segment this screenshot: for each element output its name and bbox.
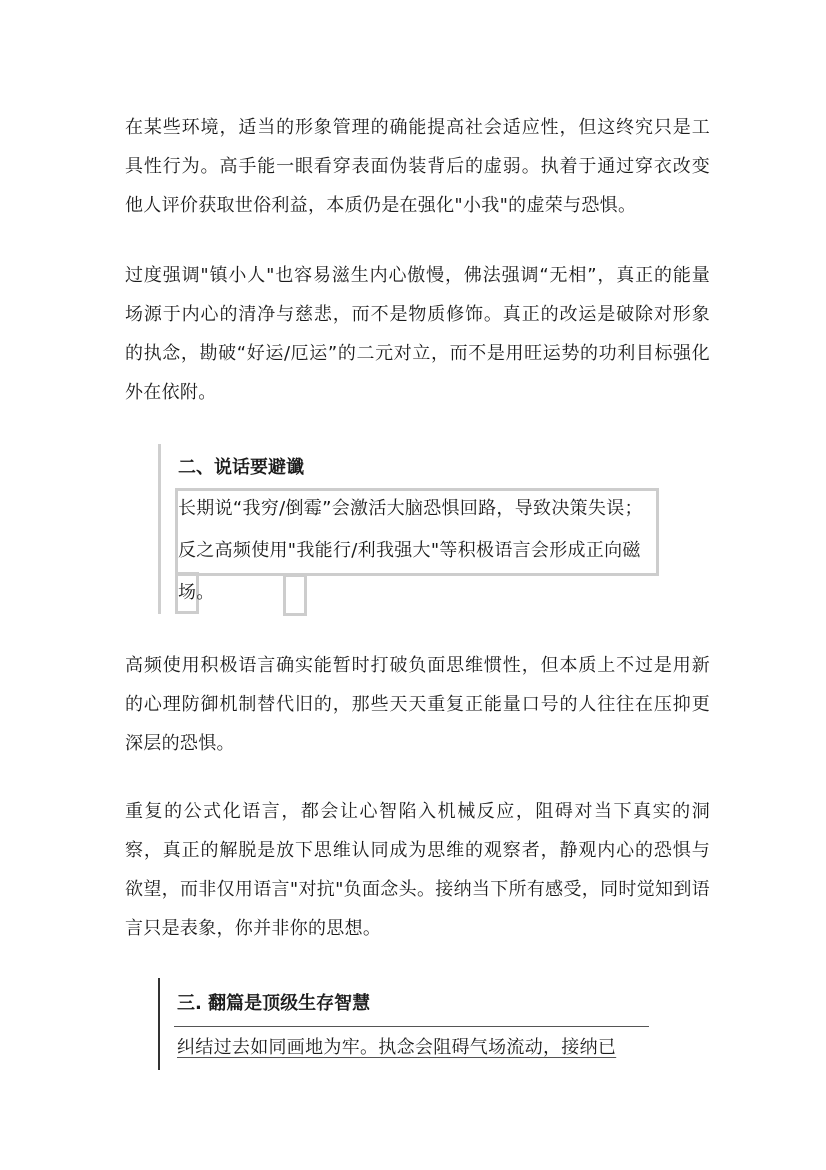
quote-text-speech: 长期说“我穷/倒霉”会激活大脑恐惧回路，导致决策失误；反之高频使用"我能行/利我强大"等积极语言会形成正向磁场。: [178, 498, 643, 603]
paragraph-positive-language: 高频使用积极语言确实能暂时打破负面思维惯性，但本质上不过是用新的心理防御机制替代旧的，那些天天重复正能量口号的人往往在压抑更深层的恐惧。: [125, 655, 710, 754]
quote-block-move-on: [158, 978, 660, 1070]
paragraph-formulaic-language: 重复的公式化语言，都会让心智陷入机械反应，阻碍对当下真实的洞察，真正的解脱是放下思维认同成为思维的观察者，静观内心的恐惧与欲望，而非仅用语言"对抗"负面念头。接纳当下所有感受，同时觉知到语言只是表象，你并非你的思想。: [125, 801, 710, 939]
section-heading-speech: 二、说话要避谶: [178, 457, 304, 478]
paragraph-image-management: 在某些环境，适当的形象管理的确能提高社会适应性，但这终究只是工具性行为。高手能一眼看穿表面伪装背后的虚弱。执着于通过穿衣改变他人评价获取世俗利益，本质仍是在强化"小我"的虚荣与恐惧。: [125, 117, 710, 216]
quote-text-move-on: 纠结过去如同画地为牢。执念会阻碍气场流动，接纳已: [177, 1037, 617, 1058]
heading-divider: [174, 1026, 649, 1027]
quote-block-speech: [158, 444, 661, 614]
section-heading-move-on: 三. 翻篇是顶级生存智慧: [177, 993, 371, 1014]
paragraph-overemphasis: 过度强调"镇小人"也容易滋生内心傲慢，佛法强调“无相”，真正的能量场源于内心的清净与慈悲，而不是物质修饰。真正的改运是破除对形象的执念，勘破“好运/厄运”的二元对立，而不是用旺运势的功利目标强化外在依附。: [125, 265, 710, 403]
